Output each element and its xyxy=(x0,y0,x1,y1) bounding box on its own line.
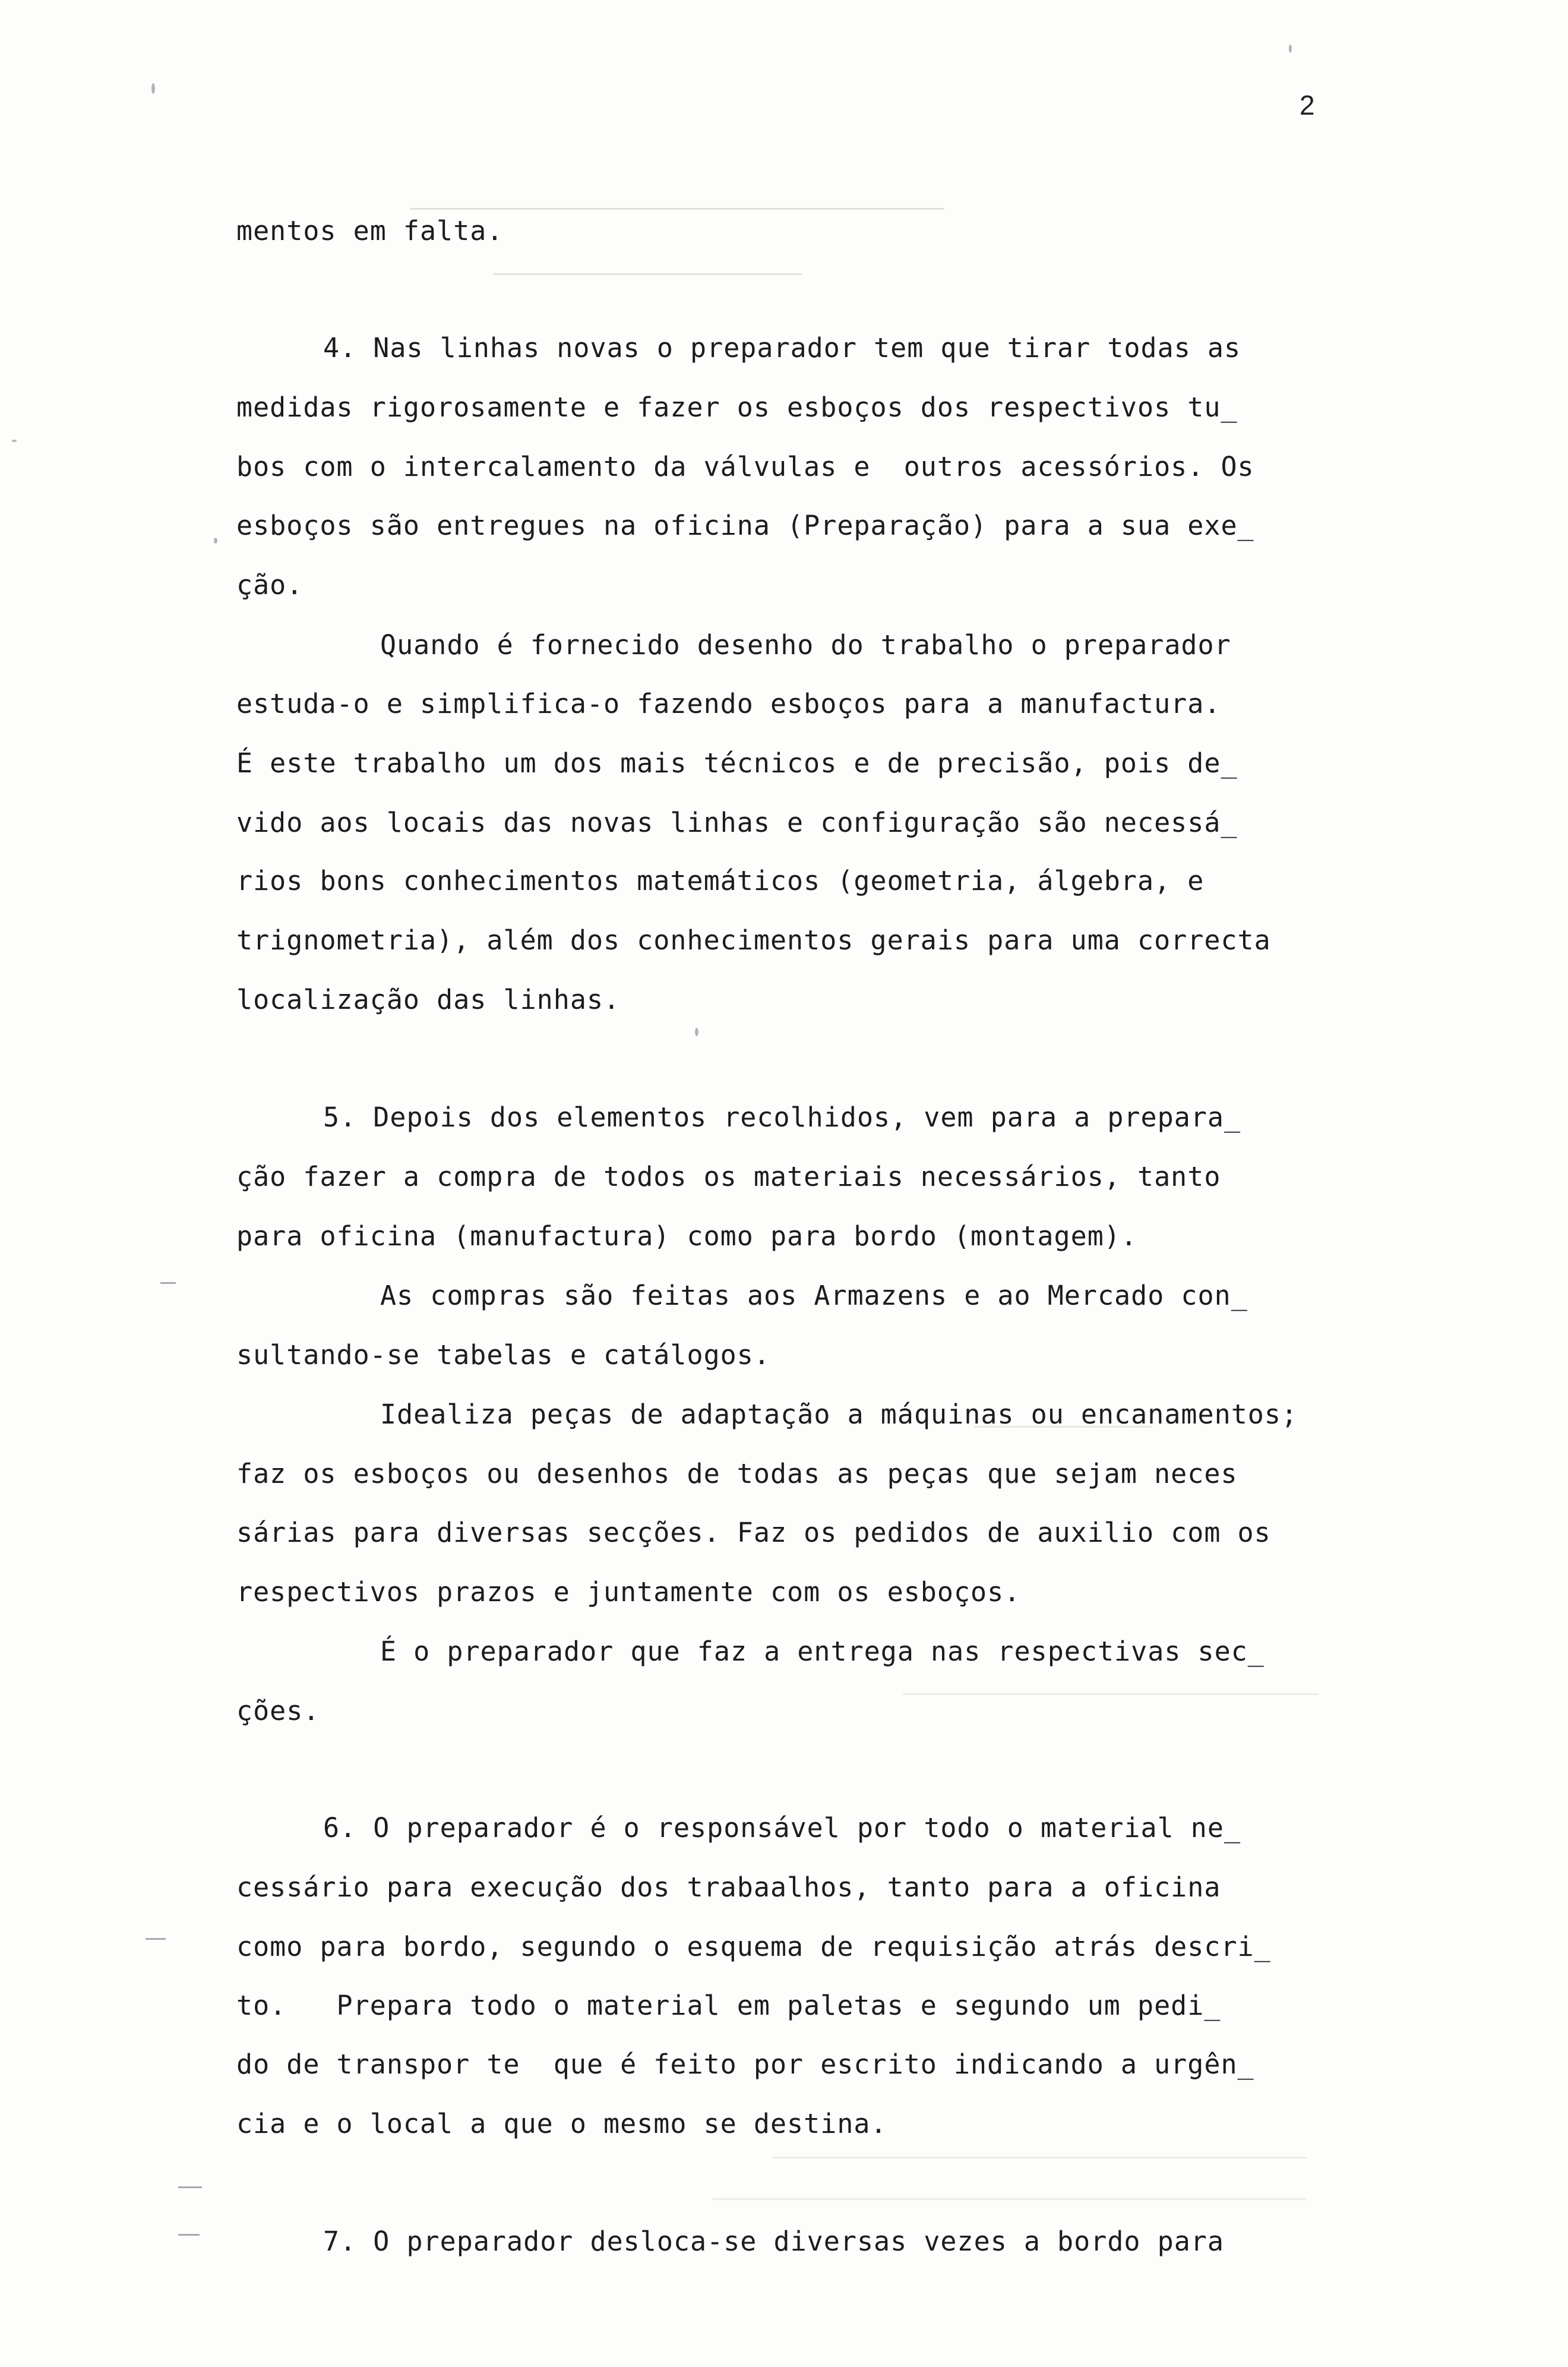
text-line: esboços são entregues na oficina (Preparação) para a sua exe_ xyxy=(236,510,1254,541)
text-line: ção. xyxy=(236,569,304,601)
paragraph-7-heading-line: 7. O preparador desloca-se diversas vezes a bordo para xyxy=(323,2226,1224,2257)
text-line: para oficina (manufactura) como para bordo (montagem). xyxy=(236,1220,1137,1252)
text-line: mentos em falta. xyxy=(236,215,504,247)
scan-artifact xyxy=(151,83,155,94)
scan-artifact xyxy=(695,1028,698,1036)
text-line: ção fazer a compra de todos os materiais necessários, tanto xyxy=(236,1161,1221,1192)
text-line: Idealiza peças de adaptação a máquinas ou encanamentos; xyxy=(380,1399,1298,1430)
text-line: sárias para diversas secções. Faz os pedidos de auxilio com os xyxy=(236,1517,1271,1548)
scan-artifact xyxy=(178,2186,202,2188)
page-number: 2 xyxy=(1300,90,1315,121)
text-line: sultando-se tabelas e catálogos. xyxy=(236,1339,770,1371)
scan-artifact xyxy=(1289,45,1292,53)
text-line: localização das linhas. xyxy=(236,984,621,1015)
text-line: cia e o local a que o mesmo se destina. xyxy=(236,2108,887,2139)
scan-artifact xyxy=(178,2234,200,2236)
scan-artifact xyxy=(713,2198,1307,2200)
scan-artifact xyxy=(903,1693,1319,1695)
text-line: vido aos locais das novas linhas e configuração são necessá_ xyxy=(236,807,1238,838)
scan-artifact xyxy=(493,273,802,275)
paragraph-6-heading-line: 6. O preparador é o responsável por todo o material ne_ xyxy=(323,1812,1241,1844)
text-line: ções. xyxy=(236,1695,320,1727)
text-line: como para bordo, segundo o esquema de requisição atrás descri_ xyxy=(236,1931,1271,1962)
text-line: cessário para execução dos trabaalhos, tanto para a oficina xyxy=(236,1871,1221,1903)
text-line: trignometria), além dos conhecimentos gerais para uma correcta xyxy=(236,924,1271,956)
text-line: do de transpor te que é feito por escrito indicando a urgên_ xyxy=(236,2049,1254,2080)
text-line: As compras são feitas aos Armazens e ao Mercado con_ xyxy=(380,1280,1248,1311)
scan-artifact xyxy=(146,1938,166,1940)
scan-artifact xyxy=(772,2157,1307,2158)
scan-artifact xyxy=(974,1426,1152,1428)
scan-artifact xyxy=(12,440,17,442)
scan-artifact xyxy=(410,208,944,210)
text-line: medidas rigorosamente e fazer os esboços dos respectivos tu_ xyxy=(236,392,1238,423)
text-line: bos com o intercalamento da válvulas e outros acessórios. Os xyxy=(236,451,1254,482)
text-line: É o preparador que faz a entrega nas respectivas sec_ xyxy=(380,1636,1264,1667)
text-line: respectivos prazos e juntamente com os esboços. xyxy=(236,1576,1021,1608)
scan-artifact xyxy=(160,1282,176,1284)
text-line: Quando é fornecido desenho do trabalho o preparador xyxy=(380,629,1231,661)
scan-artifact xyxy=(214,538,217,544)
text-line: faz os esboços ou desenhos de todas as peças que sejam neces xyxy=(236,1458,1238,1489)
paragraph-4-heading-line: 4. Nas linhas novas o preparador tem que tirar todas as xyxy=(323,332,1241,364)
text-line: estuda-o e simplifica-o fazendo esboços para a manufactura. xyxy=(236,688,1221,719)
text-line: É este trabalho um dos mais técnicos e de precisão, pois de_ xyxy=(236,747,1238,779)
text-line: to. Prepara todo o material em paletas e segundo um pedi_ xyxy=(236,1990,1221,2021)
text-line: rios bons conhecimentos matemáticos (geometria, álgebra, e xyxy=(236,865,1205,897)
paragraph-5-heading-line: 5. Depois dos elementos recolhidos, vem para a prepara_ xyxy=(323,1102,1241,1133)
